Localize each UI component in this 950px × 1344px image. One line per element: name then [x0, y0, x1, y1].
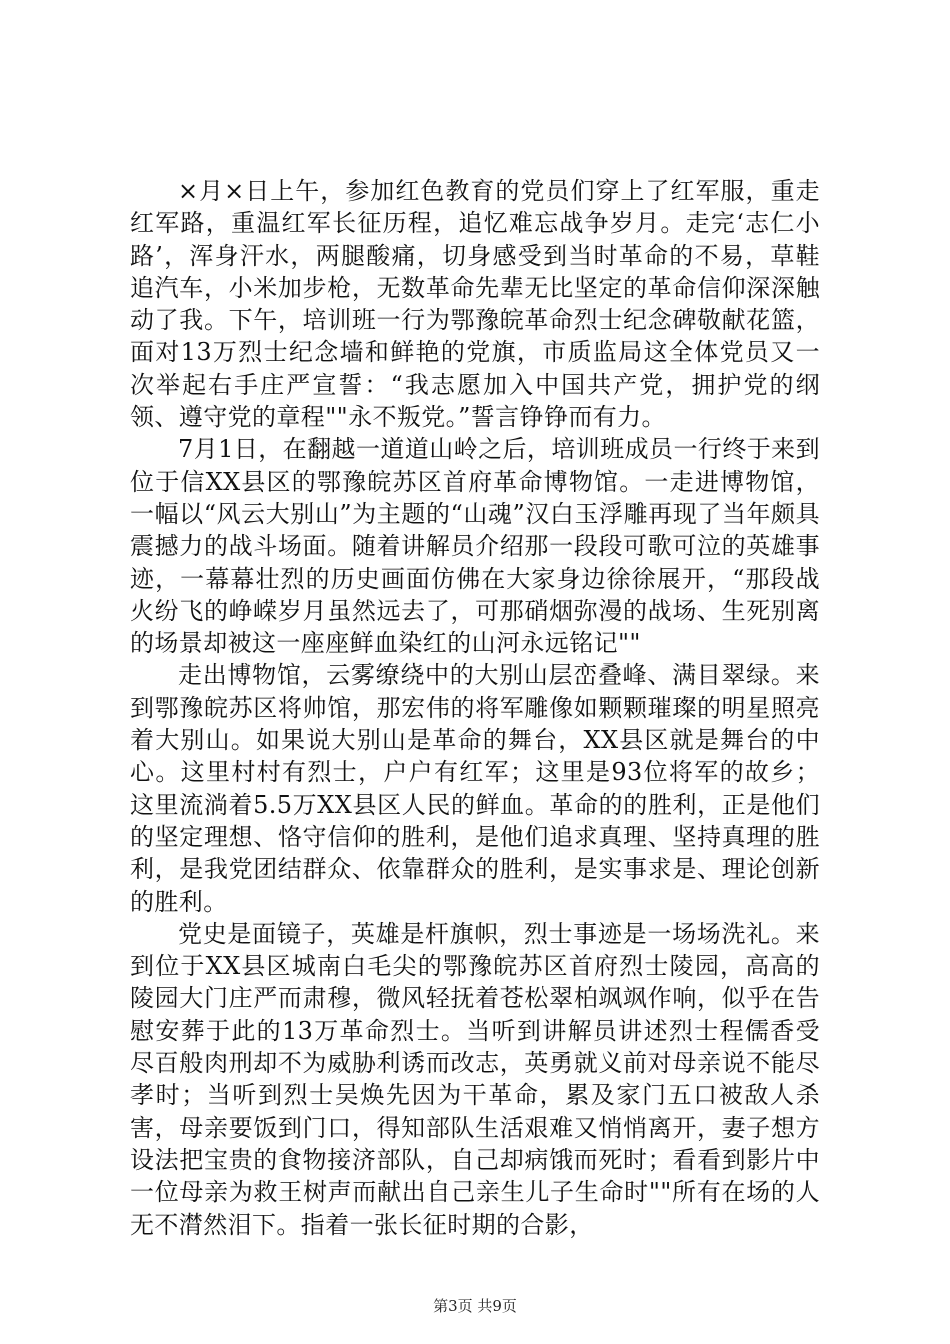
paragraph-1: ×月×日上午，参加红色教育的党员们穿上了红军服，重走红军路，重温红军长征历程，追忆难忘战争岁月。走完‘志仁小路’，浑身汗水，两腿酸痛，切身感受到当时革命的不易，草鞋追汽车，小米加步枪，无数革命先辈无比坚定的革命信仰深深触动了我。下午，培训班一行为鄂豫皖革命烈士纪念碑敬献花篮，面对13万烈士纪念墙和鲜艳的党旗，市质监局这全体党员又一次举起右手庄严宣誓：“我志愿加入中国共产党，拥护党的纲领、遵守党的章程""永不叛党。”誓言铮铮而有力。: [130, 177, 820, 432]
body-text: [130, 175, 820, 1241]
paragraph-4: 党史是面镜子，英雄是杆旗帜，烈士事迹是一场场洗礼。来到位于XX县区城南白毛尖的鄂豫皖苏区首府烈士陵园，高高的陵园大门庄严而肃穆，微风轻抚着苍松翠柏飒飒作响，似乎在告慰安葬于此的13万革命烈士。当听到讲解员讲述烈士程儒香受尽百般肉刑却不为威胁利诱而改志，英勇就义前对母亲说不能尽孝时；当听到烈士吴焕先因为干革命，累及家门五口被敌人杀害，母亲要饭到门口，得知部队生活艰难又悄悄离开，妻子想方设法把宝贵的食物接济部队，自己却病饿而死时；看看到影片中一位母亲为救王树声而献出自己亲生儿子生命时""所有在场的人无不潸然泪下。指着一张长征时期的合影，: [130, 919, 820, 1239]
paragraph-2: 7月1日，在翻越一道道山岭之后，培训班成员一行终于来到位于信XX县区的鄂豫皖苏区首府革命博物馆。一走进博物馆，一幅以“风云大别山”为主题的“山魂”汉白玉浮雕再现了当年颇具震撼力的战斗场面。随着讲解员介绍那一段段可歌可泣的英雄事迹，一幕幕壮烈的历史画面仿佛在大家身边徐徐展开，“那段战火纷飞的峥嵘岁月虽然远去了，可那硝烟弥漫的战场、生死别离的场景却被这一座座鲜血染红的山河永远铭记"": [130, 435, 820, 658]
page-number-footer: 第3页 共9页: [433, 1297, 517, 1315]
paragraph-3: 走出博物馆，云雾缭绕中的大别山层峦叠峰、满目翠绿。来到鄂豫皖苏区将帅馆，那宏伟的将军雕像如颗颗璀璨的明星照亮着大别山。如果说大别山是革命的舞台，XX县区就是舞台的中心。这里村村有烈士，户户有红军；这里是93位将军的故乡；这里流淌着5.5万XX县区人民的鲜血。革命的的胜利，正是他们的坚定理想、恪守信仰的胜利，是他们追求真理、坚持真理的胜利，是我党团结群众、依靠群众的胜利，是实事求是、理论创新的胜利。: [130, 661, 820, 916]
